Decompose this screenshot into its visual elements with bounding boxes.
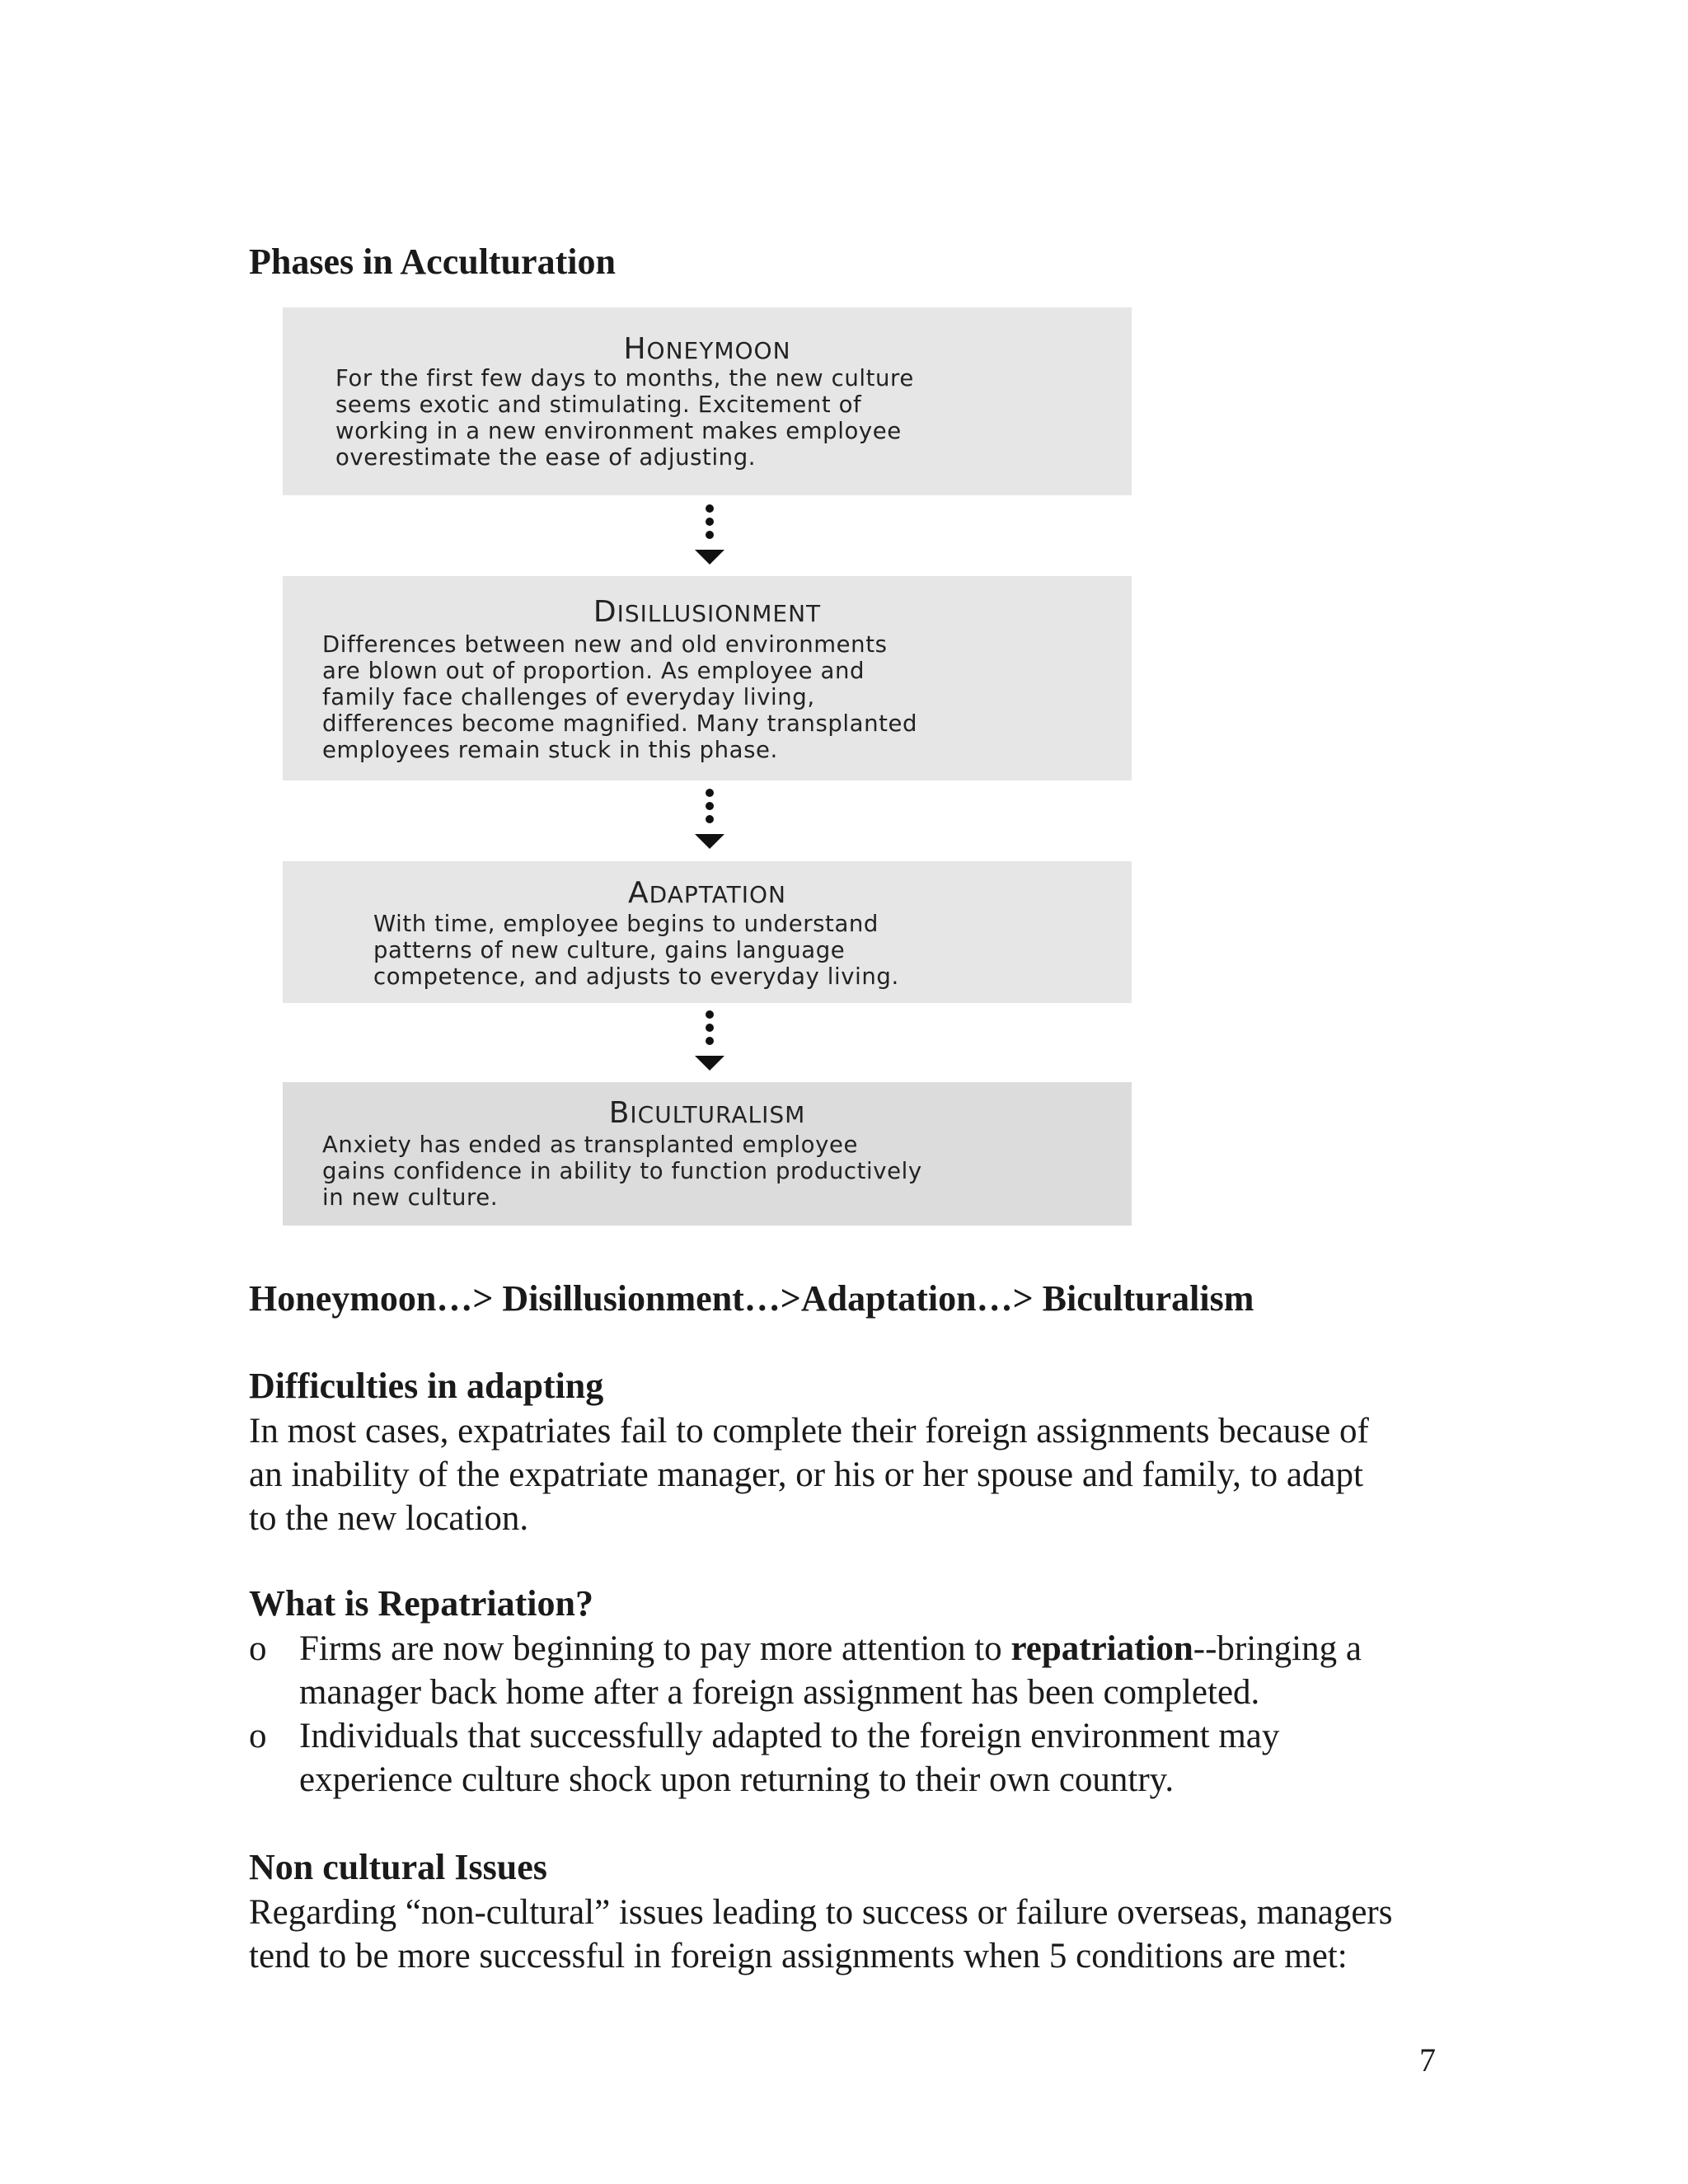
sequence-line: Honeymoon…> Disillusionment…>Adaptation…> Biculturalism	[249, 1278, 1254, 1319]
paragraph-line: Regarding “non-cultural” issues leading to success or failure overseas, managers	[249, 1893, 1393, 1932]
non-cultural-paragraph	[249, 1891, 1392, 1978]
bullet-text: manager back home after a foreign assignment has been completed.	[299, 1673, 1260, 1712]
bullet-text: experience culture shock upon returning to their own country.	[299, 1760, 1175, 1799]
phase-title-rest: ISILLUSIONMENT	[617, 600, 822, 627]
phase-title-rest: ICULTURALISM	[630, 1101, 806, 1128]
bullet-text: Individuals that successfully adapted to the foreign environment may	[299, 1717, 1280, 1755]
repatriation-heading: What is Repatriation?	[249, 1583, 593, 1624]
phase-box-adaptation	[283, 861, 1132, 1003]
bullet-text: --bringing a	[1193, 1629, 1362, 1668]
paragraph-line: In most cases, expatriates fail to complete their foreign assignments because of	[249, 1412, 1369, 1451]
bullet-icon: o	[249, 1629, 267, 1668]
list-item	[249, 1714, 1452, 1802]
difficulties-paragraph	[249, 1409, 1369, 1540]
phases-heading: Phases in Acculturation	[249, 241, 616, 282]
phase-box-disillusionment	[283, 576, 1132, 780]
down-arrow-icon	[695, 550, 724, 565]
phase-box-honeymoon	[283, 307, 1132, 495]
list-item	[249, 1627, 1452, 1714]
connector-arrow-3	[693, 1010, 726, 1076]
phase-description-biculturalism: Anxiety has ended as transplanted employee gains confidence in ability to function productively in new culture.	[322, 1132, 922, 1211]
paragraph-line: to the new location.	[249, 1499, 529, 1538]
bullet-text: Firms are now beginning to pay more attention to	[299, 1629, 1011, 1668]
connector-arrow-2	[693, 789, 726, 855]
paragraph-line: an inability of the expatriate manager, or his or her spouse and family, to adapt	[249, 1455, 1363, 1494]
non-cultural-heading: Non cultural Issues	[249, 1847, 547, 1887]
phase-title-biculturalism	[283, 1096, 1132, 1130]
phase-title-rest: ONEYMOON	[646, 337, 791, 364]
phase-title-initial: H	[623, 332, 647, 366]
down-arrow-icon	[695, 834, 724, 849]
phase-title-adaptation	[283, 876, 1132, 910]
paragraph-line: tend to be more successful in foreign assignments when 5 conditions are met:	[249, 1937, 1348, 1975]
phase-title-initial: B	[608, 1096, 631, 1130]
phase-description-adaptation: With time, employee begins to understand patterns of new culture, gains language competence, and adjusts to everyday living.	[373, 911, 899, 990]
phase-title-disillusionment	[283, 595, 1132, 629]
phase-title-initial: A	[627, 876, 649, 910]
phase-title-rest: DAPTATION	[649, 881, 786, 908]
bold-term: repatriation	[1010, 1629, 1193, 1668]
phase-title-honeymoon	[283, 332, 1132, 366]
bullet-icon: o	[249, 1717, 267, 1755]
repatriation-bullet-list	[249, 1627, 1452, 1802]
page-number: 7	[1419, 2041, 1436, 2079]
phase-box-biculturalism	[283, 1082, 1132, 1226]
difficulties-heading: Difficulties in adapting	[249, 1366, 604, 1406]
phase-title-initial: D	[593, 595, 617, 629]
connector-arrow-1	[693, 504, 726, 570]
phase-description-honeymoon: For the first few days to months, the new culture seems exotic and stimulating. Excitement of working in a new environment makes employee overestimate the ease of adjusting.	[335, 365, 914, 471]
phase-description-disillusionment: Differences between new and old environments are blown out of proportion. As employee and family face challenges of everyday living, differences become magnified. Many transplanted employees remain stuck in this phase.	[322, 631, 918, 763]
down-arrow-icon	[695, 1056, 724, 1071]
